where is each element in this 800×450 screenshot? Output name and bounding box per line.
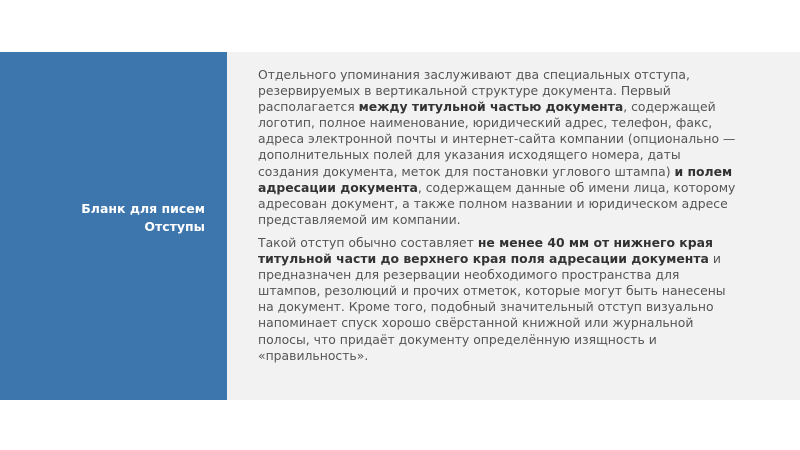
paragraph-2 <box>258 235 740 364</box>
p2-text-c: и предназначен для резервации необходимого пространства для штампов, резолюций и прочих отметок, которые могут быть нанесены на документ. Кроме того, подобный значительный отступ визуально напоминает спуск хорошо свёрстанной книжной или журнальной полосы, что придаёт документу определённую изящность и «правильность». <box>258 251 726 363</box>
slide-title-line-2: Отступы <box>144 219 205 234</box>
p1-bold-d: и полем адресации документа <box>258 163 733 195</box>
body-text <box>258 67 740 371</box>
p1-text-a: Отдельного упоминания заслуживают два специальных отступа, резервируемых в вертикальной структуре документа. Первый располагается <box>258 67 690 115</box>
p1-text-c: , содержащей логотип, полное наименование, юридический адрес, телефон, факс, адреса электронной почты и интернет-сайта компании (опционально — дополнительных полей для указания исходящего номера, даты создания документа, меток для постановки углового штампа) <box>258 99 736 179</box>
paragraph-1 <box>258 67 740 228</box>
p1-bold-b: между титульной частью документа <box>358 99 624 115</box>
p2-text-a: Такой отступ обычно составляет <box>258 234 478 250</box>
p2-bold-b: не менее 40 мм от нижнего края титульной части до верхнего края поля адресации документа <box>258 234 713 267</box>
slide-title-line-1: Бланк для писем <box>81 201 205 216</box>
slide-title <box>0 200 205 236</box>
p1-text-e: , содержащем данные об имени лица, которому адресован документ, а также полном названии и юридическом адресе представляемой им компании. <box>258 179 736 227</box>
